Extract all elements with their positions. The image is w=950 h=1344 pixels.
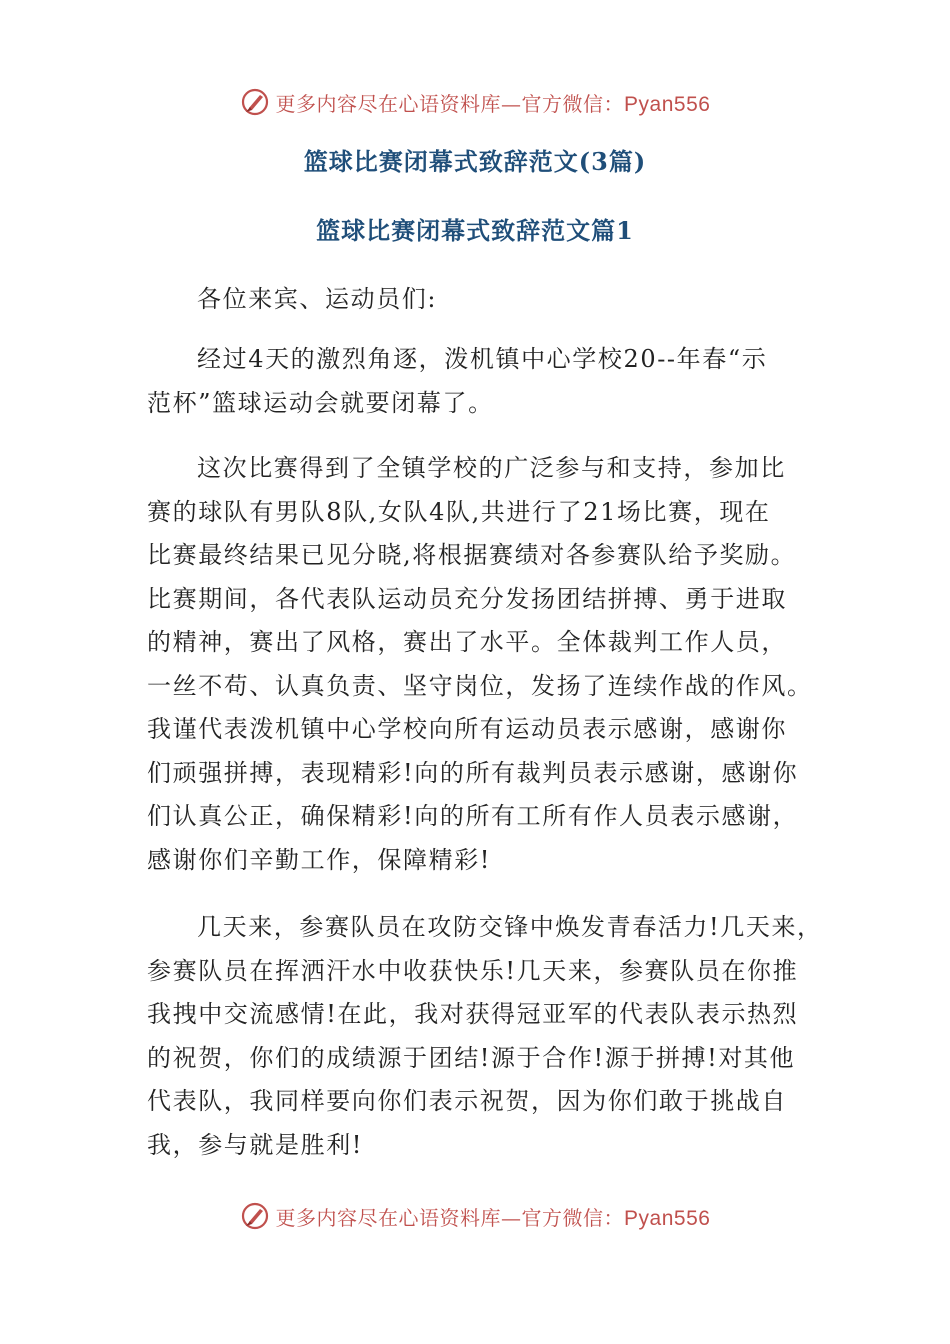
- paragraph-line: 几天来，参赛队员在攻防交锋中焕发青春活力!几天来，: [197, 913, 823, 941]
- paragraph-line: 我拽中交流感情!在此，我对获得冠亚军的代表队表示热烈: [147, 1000, 799, 1028]
- paragraph-line: 们顽强拼搏，表现精彩!向的所有裁判员表示感谢，感谢你: [147, 758, 799, 787]
- paragraph-line: 代表队，我同样要向你们表示祝贺，因为你们敢于挑战自: [147, 1087, 787, 1115]
- paragraph-line: 感谢你们辛勤工作，保障精彩!: [147, 845, 492, 874]
- footer-banner: [0, 1202, 950, 1242]
- header-wechat-id: Pyan556: [624, 92, 711, 116]
- paragraph-line: 这次比赛得到了全镇学校的广泛参与和支持，参加比: [197, 454, 786, 482]
- greeting-line: 各位来宾、运动员们:: [197, 285, 438, 313]
- document-title: 篮球比赛闭幕式致辞范文(3篇): [303, 147, 647, 176]
- paragraph-line: 的祝贺，你们的成绩源于团结!源于合作!源于拼搏!对其他: [147, 1043, 796, 1072]
- paragraph-3: [147, 906, 823, 1167]
- header-banner: [0, 82, 950, 122]
- paragraph-line: 赛的球队有男队8队,女队4队,共进行了21场比赛，现在: [147, 497, 771, 526]
- paragraph-2: [147, 447, 813, 882]
- paragraph-line: 比赛最终结果已见分晓,将根据赛绩对各参赛队给予奖励。: [147, 541, 797, 569]
- document-subtitle: 篮球比赛闭幕式致辞范文篇1: [316, 216, 634, 245]
- pen-logo-icon: [240, 87, 270, 117]
- footer-wechat-id: Pyan556: [624, 1206, 711, 1230]
- footer-banner-text: 更多内容尽在心语资料库—官方微信：Pyan556: [275, 1205, 711, 1230]
- paragraph-line: 范杯”篮球运动会就要闭幕了。: [147, 388, 494, 417]
- paragraph-line: 参赛队员在挥洒汗水中收获快乐!几天来，参赛队员在你推: [147, 956, 799, 985]
- header-banner-text: 更多内容尽在心语资料库—官方微信：Pyan556: [275, 91, 711, 116]
- paragraph-line: 我，参与就是胜利!: [147, 1130, 364, 1159]
- greeting-paragraph: [147, 278, 809, 322]
- paragraph-1: [147, 338, 809, 425]
- paragraph-line: 我谨代表泼机镇中心学校向所有运动员表示感谢，感谢你: [147, 715, 787, 743]
- paragraph-line: 的精神，赛出了风格，赛出了水平。全体裁判工作人员，: [147, 628, 787, 656]
- paragraph-line: 们认真公正，确保精彩!向的所有工所有作人员表示感谢，: [147, 802, 799, 830]
- paragraph-line: 经过4天的激烈角逐，泼机镇中心学校20--年春“示: [197, 345, 768, 373]
- paragraph-line: 比赛期间，各代表队运动员充分发扬团结拼搏、勇于进取: [147, 584, 787, 613]
- pen-logo-icon: [240, 1202, 270, 1231]
- paragraph-line: 一丝不苟、认真负责、坚守岗位，发扬了连续作战的作风。: [147, 671, 813, 700]
